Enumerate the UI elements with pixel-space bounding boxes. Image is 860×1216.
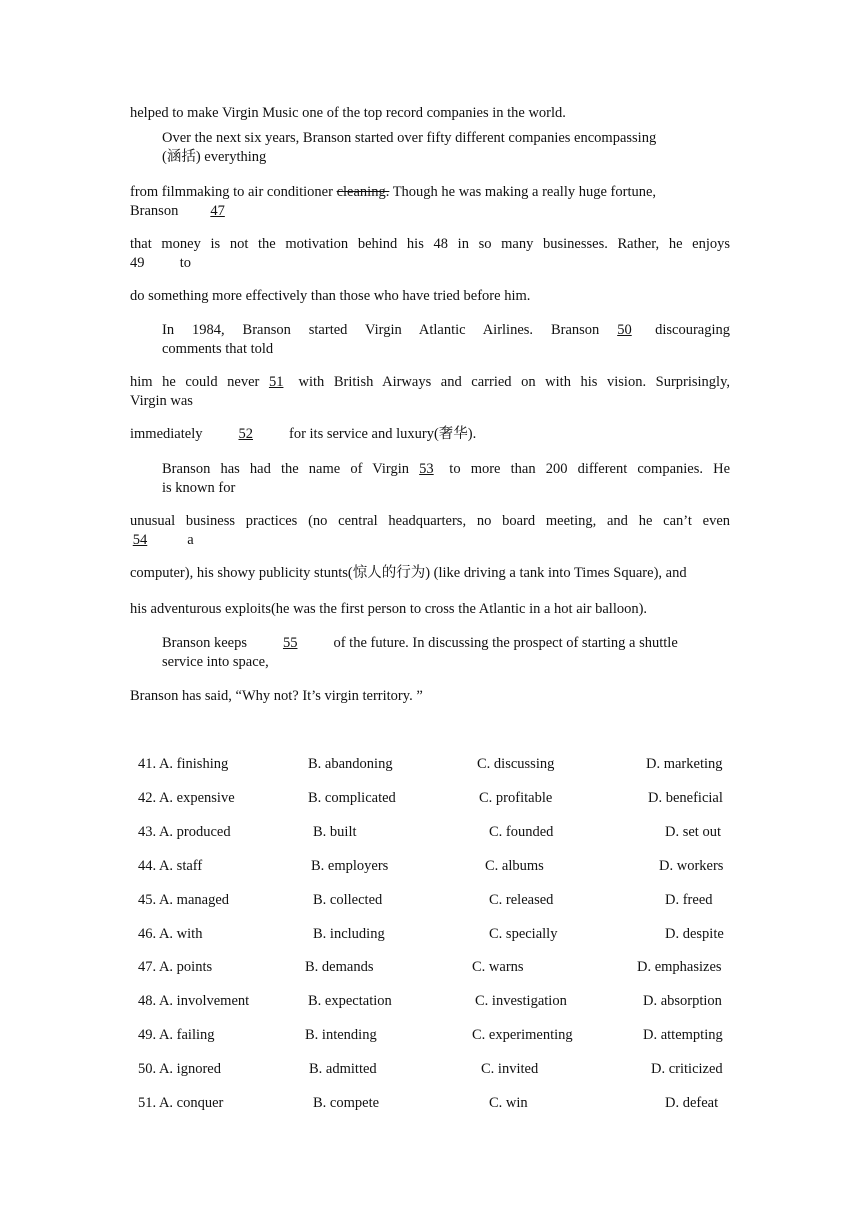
blank-50: 50 [617, 322, 632, 338]
blank-55: 55 [282, 635, 298, 651]
passage-line [130, 425, 730, 444]
blank-47: 47 [210, 203, 225, 219]
option-d: D. attempting [643, 1027, 723, 1044]
option-c: C. experimenting [472, 1027, 573, 1044]
passage-text: In 1984, Branson started Virgin Atlantic Airlines. Branson [162, 322, 600, 338]
passage-line [162, 148, 730, 167]
option-row [0, 924, 860, 944]
option-c: C. profitable [479, 789, 553, 806]
option-b: B. admitted [309, 1061, 377, 1078]
passage-text: to [179, 255, 192, 271]
option-a: 47. A. points [138, 959, 213, 976]
option-b: B. compete [313, 1095, 380, 1111]
passage-text: him he could never [130, 374, 260, 390]
option-a: 44. A. staff [138, 857, 203, 874]
passage-line [130, 202, 730, 221]
blank-49: 49 [130, 255, 145, 271]
option-b: B. complicated [308, 789, 396, 806]
option-d: D. criticized [651, 1061, 723, 1078]
passage-line [130, 104, 730, 123]
option-a: 50. A. ignored [138, 1061, 221, 1078]
passage-line [130, 183, 762, 202]
passage-line [130, 235, 730, 254]
passage-text: helped to make Virgin Music one of the top record companies in the world. [130, 105, 566, 121]
option-c: C. invited [481, 1061, 539, 1078]
passage-text: a [187, 532, 194, 548]
option-a: 48. A. involvement [138, 993, 250, 1010]
option-c: C. warns [472, 959, 524, 976]
passage-text: do something more effectively than those who have tried before him. [130, 288, 531, 304]
option-row [0, 822, 860, 842]
option-b: B. built [313, 823, 357, 840]
passage-text: unusual business practices (no central headquarters, no board meeting, and he can’t even [130, 513, 730, 529]
passage-line [130, 687, 730, 706]
option-row [0, 890, 860, 910]
passage-paragraph [162, 634, 730, 653]
passage-text: Virgin was [130, 393, 193, 409]
option-b: B. employers [311, 857, 389, 874]
option-d: D. beneficial [648, 789, 723, 806]
option-row [0, 856, 860, 876]
option-row [0, 991, 860, 1011]
option-d: D. freed [665, 891, 713, 908]
passage-text: computer), his showy publicity stunts(惊人的行为) (like driving a tank into Times Square), and [130, 565, 687, 581]
option-a: 42. A. expensive [138, 789, 235, 806]
passage-paragraph [162, 321, 730, 340]
option-a: 46. A. with [138, 925, 203, 942]
option-c: C. discussing [477, 756, 555, 772]
passage-line [130, 254, 730, 273]
blank-54: 54 [132, 532, 148, 548]
passage-text: is known for [162, 480, 236, 496]
passage-paragraph [162, 129, 730, 148]
option-a: 45. A. managed [138, 891, 230, 908]
passage-line [130, 512, 730, 531]
blank-48: 48 [433, 236, 449, 252]
option-row [0, 788, 860, 808]
passage-text: that money is not the motivation behind his [130, 236, 424, 252]
passage-text: Though he was making a really huge fortune, [392, 184, 657, 200]
passage-line [162, 340, 730, 359]
option-c: C. founded [489, 823, 554, 840]
option-b: B. intending [305, 1027, 377, 1044]
option-b: B. collected [313, 891, 383, 908]
passage-text: (涵括) everything [162, 149, 267, 165]
passage-text: comments that told [162, 341, 274, 357]
passage-line [130, 287, 730, 306]
option-d: D. absorption [643, 993, 722, 1010]
option-row [0, 957, 860, 977]
option-d: D. despite [665, 925, 724, 942]
option-row [0, 754, 860, 774]
passage-paragraph [162, 460, 730, 479]
option-b: B. demands [305, 959, 374, 976]
option-b: B. including [313, 925, 385, 942]
passage-text: in so many businesses. Rather, he enjoys [457, 236, 731, 252]
option-row [0, 1025, 860, 1045]
option-a: 43. A. produced [138, 823, 231, 840]
passage-text: from filmmaking to air conditioner [130, 184, 333, 200]
passage-text: Branson keeps [162, 635, 247, 651]
option-d: D. emphasizes [637, 959, 722, 976]
passage-text: immediately [130, 426, 203, 442]
passage-text: Branson has had the name of Virgin [162, 461, 410, 477]
option-c: C. specially [489, 925, 558, 942]
blank-53: 53 [419, 461, 434, 477]
passage-line [130, 392, 730, 411]
option-a: 49. A. failing [138, 1027, 215, 1044]
blank-52: 52 [238, 426, 253, 442]
passage-line [130, 373, 730, 392]
option-a: 51. A. conquer [138, 1095, 224, 1111]
passage-text: Branson [130, 203, 179, 219]
option-b: B. abandoning [308, 756, 393, 772]
passage-text: his adventurous exploits(he was the first person to cross the Atlantic in a hot air balloon). [130, 601, 648, 617]
passage-line [162, 653, 730, 672]
option-b: B. expectation [308, 993, 392, 1010]
option-d: D. defeat [665, 1095, 719, 1111]
passage-text: for its service and luxury(奢华). [288, 426, 477, 442]
option-c: C. investigation [475, 993, 567, 1010]
option-c: C. win [489, 1095, 528, 1111]
option-d: D. workers [659, 857, 724, 874]
passage-line [162, 479, 730, 498]
option-d: D. marketing [646, 756, 723, 772]
passage-line [130, 600, 730, 619]
option-row [0, 1059, 860, 1079]
option-c: C. albums [485, 857, 544, 874]
struck-text: cleaning. [336, 184, 390, 200]
option-row [0, 1093, 860, 1113]
blank-51: 51 [268, 374, 284, 390]
option-d: D. set out [665, 823, 721, 840]
passage-line [130, 564, 730, 583]
passage-line [130, 531, 730, 550]
passage-text: Over the next six years, Branson started over fifty different companies encompassing [162, 130, 657, 146]
passage-text: discouraging [655, 322, 731, 338]
passage-text: service into space, [162, 654, 269, 670]
option-c: C. released [489, 891, 554, 908]
option-a: 41. A. finishing [138, 756, 229, 772]
passage-text: to more than 200 different companies. He [449, 461, 731, 477]
passage-text: of the future. In discussing the prospect of starting a shuttle [333, 635, 678, 651]
passage-text: Branson has said, “Why not? It’s virgin territory. ” [130, 688, 423, 704]
passage-text: with British Airways and carried on with his vision. Surprisingly, [298, 374, 731, 390]
